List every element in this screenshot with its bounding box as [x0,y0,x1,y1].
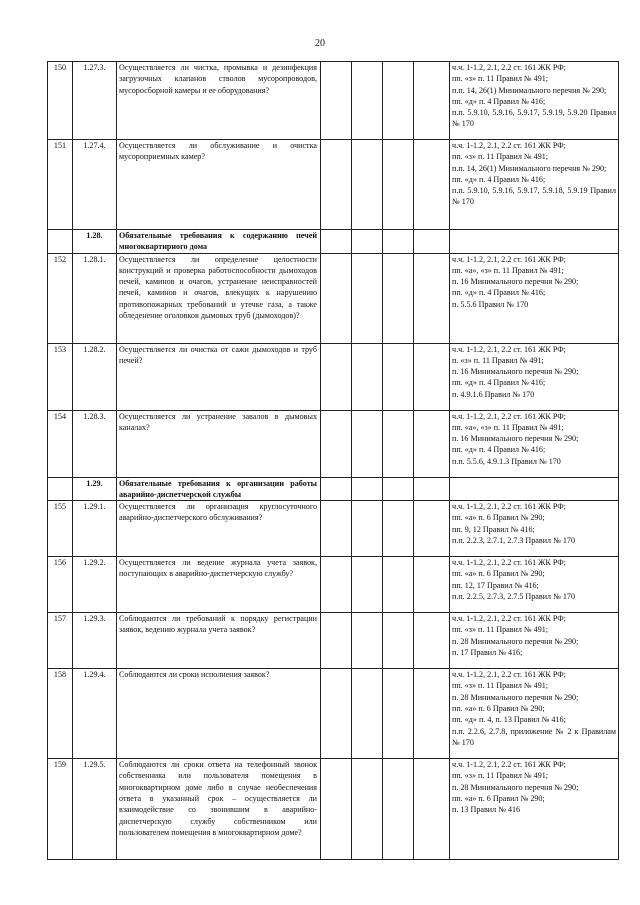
question-text: Осуществляется ли ведение журнала учета заявок, поступающих в аварийно-диспетчерскую службу? [117,557,321,613]
table-row [48,557,619,613]
legal-reference: п. 4.9.1.6 Правил № 170 [452,389,535,399]
legal-reference: ч.ч. 1-1.2, 2.1, 2.2 ст. 161 ЖК РФ; [452,63,566,72]
table-row [48,343,619,410]
note-cell[interactable] [414,557,450,613]
legal-basis-cell [450,613,619,669]
note-cell[interactable] [414,759,450,860]
answer-no-cell[interactable] [352,669,383,759]
page-number: 20 [315,38,325,49]
answer-no-cell[interactable] [352,613,383,669]
legal-reference: пп. «а» п. 6 Правил № 290; [452,794,545,804]
legal-basis-cell [450,477,619,501]
item-code: 1.29.5. [73,759,117,860]
item-code: 1.28.1. [73,253,117,343]
legal-reference: ч.ч. 1-1.2, 2.1, 2.2 ст. 161 ЖК РФ; [452,614,566,624]
legal-reference: пп. «а» п. 6 Правил № 290; [452,513,545,523]
answer-na-cell [383,230,414,254]
legal-reference: п. 13 Правил № 416 [452,805,521,815]
legal-reference: пп. «д» п. 4 Правил № 416; [452,378,546,388]
row-number: 150 [48,62,73,140]
question-text: Осуществляется ли очистка от сажи дымоходов и труб печей? [117,343,321,410]
answer-yes-cell [321,477,352,501]
note-cell [414,230,450,254]
answer-yes-cell[interactable] [321,613,352,669]
row-number: 154 [48,410,73,477]
answer-no-cell[interactable] [352,557,383,613]
legal-reference: п.п. 14, 26(1) Минимального перечня № 290; [452,85,607,95]
note-cell[interactable] [414,410,450,477]
answer-yes-cell[interactable] [321,343,352,410]
question-text: Осуществляется ли организация круглосуточного аварийно-диспетчерского обслуживания? [117,501,321,557]
answer-no-cell[interactable] [352,343,383,410]
note-cell[interactable] [414,343,450,410]
section-code: 1.28. [73,230,117,254]
answer-na-cell[interactable] [383,343,414,410]
answer-na-cell[interactable] [383,669,414,759]
legal-reference: п.п. 2.2.6, 2.7.8, приложение № 2 к Правилам № 170 [452,726,616,747]
legal-reference: п. 16 Минимального перечня № 290; [452,367,579,377]
answer-yes-cell[interactable] [321,501,352,557]
legal-reference: пп. «з» п. 11 Правил № 491; [452,152,549,162]
item-code: 1.29.4. [73,669,117,759]
table-row [48,410,619,477]
item-code: 1.29.3. [73,613,117,669]
answer-yes-cell[interactable] [321,759,352,860]
note-cell[interactable] [414,62,450,140]
note-cell[interactable] [414,669,450,759]
question-text: Осуществляется ли определение целостности конструкций и проверка работоспособности дымоходов печей, каминов и очагов, устранение неисправностей печей, каминов и очагов, влекущих к нарушению противопожарных требований и утечке газа, а также обледенение оголовков дымовых труб (дымоходов)? [117,253,321,343]
answer-na-cell[interactable] [383,62,414,140]
legal-reference: п. «з» п. 11 Правил № 491; [452,355,544,365]
answer-no-cell[interactable] [352,140,383,230]
legal-basis-cell [450,230,619,254]
legal-reference: пп. «д» п. 4 Правил № 416; [452,174,546,184]
item-code: 1.27.4. [73,140,117,230]
answer-yes-cell[interactable] [321,410,352,477]
legal-reference: п. 16 Минимального перечня № 290; [452,434,579,444]
legal-basis-cell [450,62,619,140]
row-number: 155 [48,501,73,557]
item-code: 1.29.1. [73,501,117,557]
legal-reference: п. 17 Правил № 416; [452,648,523,658]
legal-reference: п.п. 5.9.10, 5.9.16, 5.9.17, 5.9.19, 5.9.20 Правил № 170 [452,108,616,129]
note-cell[interactable] [414,140,450,230]
item-code: 1.28.2. [73,343,117,410]
answer-na-cell[interactable] [383,410,414,477]
legal-basis-cell [450,343,619,410]
legal-reference: пп. «з» п. 11 Правил № 491; [452,681,549,691]
legal-reference: пп. «а», «з» п. 11 Правил № 491; [452,265,564,275]
answer-no-cell [352,477,383,501]
item-code: 1.29.2. [73,557,117,613]
legal-reference: ч.ч. 1-1.2, 2.1, 2.2 ст. 161 ЖК РФ; [452,141,566,150]
answer-na-cell[interactable] [383,501,414,557]
table-row [48,759,619,860]
note-cell[interactable] [414,253,450,343]
row-number: 151 [48,140,73,230]
legal-basis-cell [450,759,619,860]
legal-reference: п.п. 14, 26(1) Минимального перечня № 290; [452,163,607,173]
section-code: 1.29. [73,477,117,501]
legal-reference: пп. 9, 12 Правил № 416; [452,524,535,534]
legal-reference: пп. «д» п. 4, п. 13 Правил № 416; [452,715,566,725]
question-text: Соблюдаются ли сроки исполнения заявок? [117,669,321,759]
answer-no-cell[interactable] [352,759,383,860]
legal-reference: п.п. 2.2.5, 2.7.3, 2.7.5 Правил № 170 [452,592,575,602]
legal-reference: пп. «з» п. 11 Правил № 491; [452,74,549,84]
row-number: 157 [48,613,73,669]
item-code: 1.27.3. [73,62,117,140]
table-row [48,501,619,557]
legal-reference: п. 28 Минимального перечня № 290; [452,692,579,702]
section-row [48,230,619,254]
legal-reference: ч.ч. 1-1.2, 2.1, 2.2 ст. 161 ЖК РФ; [452,344,566,354]
legal-reference: п.п. 2.2.3, 2.7.1, 2.7.3 Правил № 170 [452,536,575,546]
table-row [48,669,619,759]
legal-basis-cell [450,669,619,759]
legal-reference: ч.ч. 1-1.2, 2.1, 2.2 ст. 161 ЖК РФ; [452,411,566,421]
note-cell[interactable] [414,613,450,669]
answer-yes-cell[interactable] [321,669,352,759]
answer-yes-cell[interactable] [321,557,352,613]
legal-basis-cell [450,501,619,557]
table-row [48,140,619,230]
section-title: Обязательные требования к содержанию печей многоквартирного дома [117,230,321,254]
legal-reference: ч.ч. 1-1.2, 2.1, 2.2 ст. 161 ЖК РФ; [452,502,566,512]
row-number: 152 [48,253,73,343]
legal-basis-cell [450,557,619,613]
legal-reference: пп. «д» п. 4 Правил № 416; [452,288,546,298]
question-text: Осуществляется ли обслуживание и очистка мусороприемных камер? [117,140,321,230]
row-number: 159 [48,759,73,860]
legal-reference: пп. «д» п. 4 Правил № 416; [452,96,546,106]
legal-reference: пп. 12, 17 Правил № 416; [452,580,539,590]
question-text: Соблюдаются ли требований к порядку регистрации заявок, ведению журнала учета заявок? [117,613,321,669]
answer-yes-cell[interactable] [321,253,352,343]
item-code: 1.28.3. [73,410,117,477]
table-row [48,613,619,669]
answer-no-cell[interactable] [352,253,383,343]
answer-yes-cell[interactable] [321,140,352,230]
answer-na-cell[interactable] [383,613,414,669]
legal-reference: п. 28 Минимального перечня № 290; [452,782,579,792]
answer-no-cell[interactable] [352,410,383,477]
answer-no-cell[interactable] [352,62,383,140]
legal-basis-cell [450,410,619,477]
row-number-cell [48,230,73,254]
legal-reference: п. 16 Минимального перечня № 290; [452,277,579,287]
answer-no-cell[interactable] [352,501,383,557]
legal-basis-cell [450,140,619,230]
table-row [48,62,619,140]
legal-reference: п.п. 5.9.10, 5.9.16, 5.9.17, 5.9.18, 5.9.19 Правил № 170 [452,186,616,207]
legal-basis-cell [450,253,619,343]
checklist-table [47,61,619,860]
legal-reference: ч.ч. 1-1.2, 2.1, 2.2 ст. 161 ЖК РФ; [452,254,566,264]
legal-reference: п. 28 Минимального перечня № 290; [452,636,579,646]
answer-no-cell [352,230,383,254]
note-cell [414,477,450,501]
answer-na-cell[interactable] [383,759,414,860]
answer-yes-cell[interactable] [321,62,352,140]
section-row [48,477,619,501]
row-number: 153 [48,343,73,410]
question-text: Осуществляется ли чистка, промывка и дезинфекция загрузочных клапанов стволов мусоропроводов, мусоросборной камеры и ее оборудования? [117,62,321,140]
row-number: 158 [48,669,73,759]
section-title: Обязательные требования к организации работы аварийно-диспетчерской службы [117,477,321,501]
answer-na-cell[interactable] [383,557,414,613]
legal-reference: ч.ч. 1-1.2, 2.1, 2.2 ст. 161 ЖК РФ; [452,558,566,568]
legal-reference: ч.ч. 1-1.2, 2.1, 2.2 ст. 161 ЖК РФ; [452,670,566,680]
legal-reference: ч.ч. 1-1.2, 2.1, 2.2 ст. 161 ЖК РФ; [452,760,566,770]
legal-reference: п.п. 5.5.6, 4.9.1.3 Правил № 170 [452,456,561,466]
row-number-cell [48,477,73,501]
legal-reference: пп. «з» п. 11 Правил № 491; [452,625,549,635]
question-text: Соблюдаются ли сроки ответа на телефонный звонок собственника или пользователя помещения в многоквартирном доме либо в случае необеспечения ответа в указанный срок – осуществляется ли взаимодействие со звонившим в аварийно-диспетчерскую службу собственником или пользователем помещения в многоквартирном доме? [117,759,321,860]
legal-reference: п. 5.5.6 Правил № 170 [452,299,529,309]
legal-reference: пп. «а» п. 6 Правил № 290; [452,569,545,579]
answer-yes-cell [321,230,352,254]
note-cell[interactable] [414,501,450,557]
question-text: Осуществляется ли устранение завалов в дымовых каналах? [117,410,321,477]
legal-reference: пп. «а», «з» п. 11 Правил № 491; [452,422,564,432]
answer-na-cell[interactable] [383,253,414,343]
table-body [48,62,619,860]
table-row [48,253,619,343]
row-number: 156 [48,557,73,613]
legal-reference: пп. «а» п. 6 Правил № 290; [452,704,545,714]
legal-reference: пп. «д» п. 4 Правил № 416; [452,445,546,455]
legal-reference: пп. «з» п. 11 Правил № 491; [452,771,549,781]
answer-na-cell[interactable] [383,140,414,230]
answer-na-cell [383,477,414,501]
